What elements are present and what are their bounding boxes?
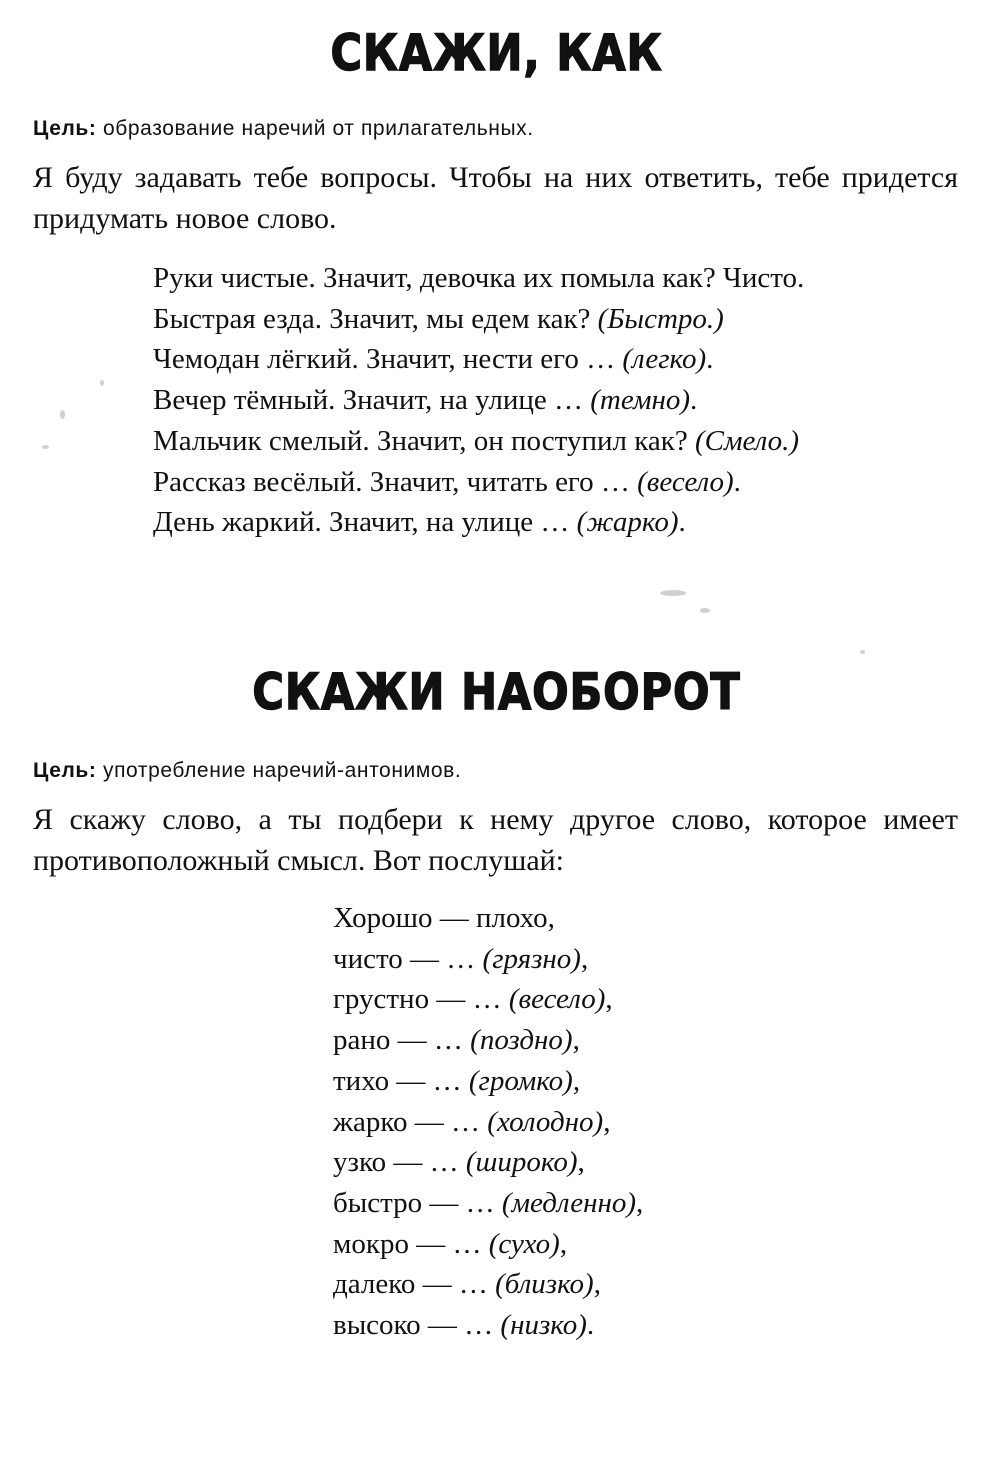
example-punctuation: , bbox=[559, 1227, 568, 1260]
scan-speck bbox=[660, 590, 686, 596]
section2-example-line bbox=[333, 1224, 643, 1265]
section1-example-line bbox=[153, 421, 804, 462]
example-prompt: быстро — … bbox=[333, 1186, 502, 1219]
example-answer: (Смело.) bbox=[694, 424, 800, 457]
example-punctuation: , bbox=[572, 1064, 581, 1097]
section1-goal bbox=[33, 117, 534, 141]
example-punctuation: . bbox=[733, 465, 741, 498]
example-punctuation: . bbox=[706, 343, 714, 376]
example-prompt: День жаркий. Значит, на улице … bbox=[153, 506, 577, 539]
section2-example-line bbox=[333, 1264, 643, 1305]
section2-goal-label: Цель: bbox=[33, 759, 97, 782]
section1-title: СКАЖИ, КАК bbox=[330, 24, 663, 82]
example-prompt: далеко — … bbox=[333, 1268, 496, 1301]
example-answer: (жарко) bbox=[576, 506, 679, 539]
example-answer: (весело) bbox=[637, 465, 734, 498]
section1-goal-text: образование наречий от прилагательных. bbox=[96, 117, 534, 140]
example-punctuation: , bbox=[580, 942, 589, 975]
example-answer: (низко) bbox=[500, 1309, 587, 1342]
example-answer: (широко) bbox=[465, 1146, 578, 1179]
section1-intro: Я буду задавать тебе вопросы. Чтобы на них ответить, тебе придется придумать новое слово. bbox=[33, 161, 958, 235]
example-prompt: чисто — … bbox=[333, 942, 483, 975]
example-answer: (легко) bbox=[622, 343, 707, 376]
section1-example-line bbox=[153, 462, 804, 503]
example-punctuation: , bbox=[636, 1186, 644, 1219]
section1-example-line bbox=[153, 258, 804, 299]
scan-speck bbox=[700, 608, 710, 613]
example-answer: (холодно) bbox=[487, 1105, 604, 1138]
example-prompt: грустно — … bbox=[333, 983, 509, 1016]
example-answer: (сухо) bbox=[488, 1227, 560, 1260]
scan-speck bbox=[100, 380, 104, 386]
scan-speck bbox=[42, 445, 49, 449]
section1-example-line bbox=[153, 299, 804, 340]
example-answer: (медленно) bbox=[501, 1186, 637, 1219]
example-punctuation: . bbox=[690, 384, 698, 417]
example-punctuation: , bbox=[577, 1146, 585, 1179]
example-prompt: мокро — … bbox=[333, 1227, 489, 1260]
section1-example-line bbox=[153, 380, 804, 421]
example-prompt: Рассказ весёлый. Значит, читать его … bbox=[153, 465, 638, 498]
example-prompt: рано — … bbox=[333, 1024, 471, 1057]
section2-example-line bbox=[333, 1183, 643, 1224]
section2-examples bbox=[333, 898, 643, 1346]
example-punctuation: . bbox=[586, 1309, 595, 1342]
example-answer: (громко) bbox=[468, 1064, 573, 1097]
example-prompt: высоко — … bbox=[333, 1309, 501, 1342]
scan-speck bbox=[860, 650, 865, 654]
example-punctuation: , bbox=[572, 1024, 580, 1057]
section2-goal-text: употребление наречий-антонимов. bbox=[96, 759, 462, 782]
example-answer: (грязно) bbox=[482, 942, 581, 975]
section2-intro: Я скажу слово, а ты подбери к нему другое слово, которое имеет противоположный смысл. Вот послушай: bbox=[33, 803, 958, 877]
example-punctuation: , bbox=[603, 1105, 611, 1138]
example-prompt: жарко — … bbox=[333, 1105, 488, 1138]
section1-goal-label: Цель: bbox=[33, 117, 97, 140]
example-prompt: Хорошо — плохо, bbox=[333, 902, 555, 934]
example-prompt: Быстрая езда. Значит, мы едем как? bbox=[153, 302, 598, 335]
example-punctuation: , bbox=[593, 1268, 601, 1301]
section2-example-line bbox=[333, 1061, 643, 1102]
example-answer: (весело) bbox=[508, 983, 606, 1016]
example-prompt: узко — … bbox=[333, 1146, 466, 1179]
example-prompt: Руки чистые. Значит, девочка их помыла как? Чисто. bbox=[153, 262, 805, 294]
example-prompt: Вечер тёмный. Значит, на улице … bbox=[153, 384, 591, 417]
section1-example-line bbox=[153, 339, 804, 380]
section2-example-line bbox=[333, 979, 643, 1020]
example-prompt: Чемодан лёгкий. Значит, нести его … bbox=[153, 343, 623, 376]
example-prompt: тихо — … bbox=[333, 1064, 469, 1097]
example-answer: (близко) bbox=[495, 1268, 594, 1301]
section2-example-line bbox=[333, 939, 643, 980]
section2-example-line bbox=[333, 1020, 643, 1061]
section2-example-line bbox=[333, 1142, 643, 1183]
section1-example-line bbox=[153, 502, 804, 543]
section2-example-line bbox=[333, 1102, 643, 1143]
section2-goal bbox=[33, 759, 461, 783]
section2-example-line bbox=[333, 898, 643, 939]
section2-title: СКАЖИ НАОБОРОТ bbox=[252, 663, 741, 721]
section1-examples bbox=[153, 258, 804, 543]
section2-example-line bbox=[333, 1305, 643, 1346]
example-punctuation: . bbox=[678, 506, 686, 539]
example-punctuation: , bbox=[605, 983, 613, 1016]
scan-speck bbox=[60, 410, 65, 419]
example-answer: (поздно) bbox=[470, 1024, 573, 1057]
example-answer: (темно) bbox=[590, 384, 691, 417]
example-answer: (Быстро.) bbox=[597, 302, 724, 335]
example-prompt: Мальчик смелый. Значит, он поступил как? bbox=[153, 424, 695, 457]
